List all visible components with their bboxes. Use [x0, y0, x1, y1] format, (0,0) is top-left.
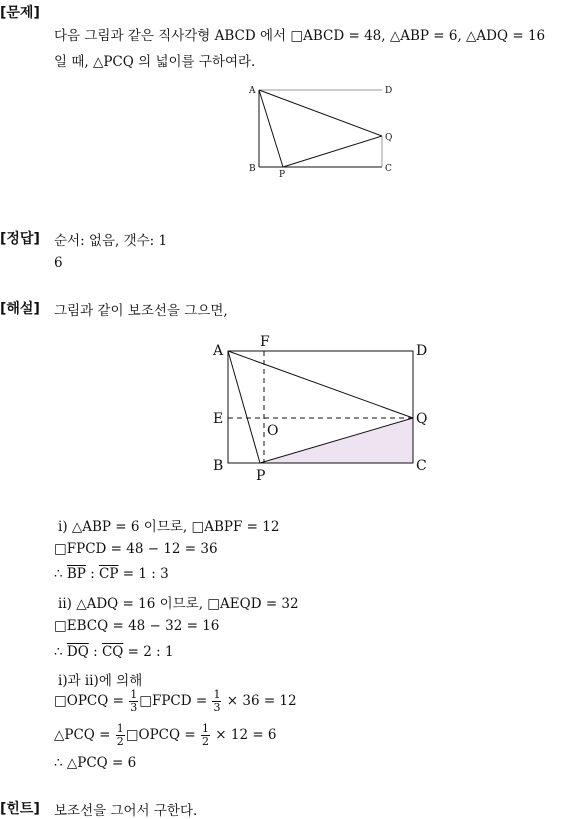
fig2-seg-ap [228, 351, 260, 463]
step-9-rhs: × 12 = 6 [210, 727, 277, 743]
fig2-label-a: A [213, 343, 224, 359]
step-4: ⅱ) △ADQ = 16 이므로, □AEQD = 32 [58, 596, 299, 612]
step-8-mid: □FPCD = [139, 693, 212, 709]
fig1-label-c: C [385, 164, 392, 174]
step-9 [54, 723, 277, 748]
fig1-seg-ap [259, 90, 283, 167]
step-9-fraction-2-den: 2 [201, 735, 209, 748]
fig2-label-c: C [416, 458, 427, 474]
answer-tag: [정답] [0, 231, 40, 247]
step-9-fraction-2-num: 1 [201, 722, 209, 735]
fig2-label-d: D [416, 343, 428, 359]
answer-line-1: 순서: 없음, 갯수: 1 [54, 233, 168, 249]
step-9-fraction-1-num: 1 [116, 722, 124, 735]
step-9-mid: □OPCQ = [125, 727, 200, 743]
step-3-therefore: ∴ [54, 566, 67, 582]
step-1: ⅰ) △ABP = 6 이므로, □ABPF = 12 [58, 519, 280, 535]
step-8-lhs: □OPCQ = [54, 693, 129, 709]
step-3-colon: : [85, 566, 100, 582]
step-3-segment-cp: $\overline{CP}$ [99, 566, 119, 582]
fig1-seg-pq [283, 136, 382, 167]
step-5: □EBCQ = 48 − 32 = 16 [54, 618, 220, 634]
fig2-label-f: F [260, 334, 270, 350]
step-2: □FPCD = 48 − 12 = 36 [54, 541, 218, 557]
step-9-fraction-1 [116, 723, 125, 748]
step-6 [54, 644, 174, 660]
fig2-label-b: B [213, 458, 224, 474]
solution-figure [205, 330, 440, 485]
step-8-fraction-2-num: 1 [213, 688, 221, 701]
step-6-segment-cq: $\overline{CQ}$ [101, 644, 124, 660]
step-8-rhs: × 36 = 12 [222, 693, 297, 709]
hint-text: 보조선을 그어서 구한다. [54, 803, 198, 819]
step-9-fraction-2 [201, 723, 210, 748]
fig2-label-e: E [213, 411, 224, 427]
answer-line-2: 6 [54, 255, 63, 271]
solution-tag: [해설] [0, 301, 40, 317]
problem-line-2: 일 때, △PCQ 의 넓이를 구하여라. [54, 54, 256, 70]
step-8-fraction-2 [212, 689, 221, 714]
step-3-ratio: = 1 : 3 [118, 566, 169, 582]
step-3-segment-bp: $\overline{BP}$ [66, 566, 86, 582]
step-9-fraction-1-den: 2 [116, 735, 124, 748]
step-6-colon: : [88, 644, 102, 660]
step-3 [54, 566, 169, 582]
step-6-segment-dq: $\overline{DQ}$ [66, 644, 89, 660]
fig1-label-q: Q [385, 133, 393, 143]
step-9-lhs: △PCQ = [54, 727, 115, 743]
fig1-seg-aq [259, 90, 382, 136]
step-8-fraction-2-den: 3 [213, 701, 221, 714]
fig2-label-o: O [267, 423, 279, 439]
fig2-label-p: P [256, 468, 266, 484]
step-6-ratio: = 2 : 1 [123, 644, 174, 660]
solution-intro: 그림과 같이 보조선을 그으면, [54, 303, 228, 319]
fig1-label-a: A [249, 86, 256, 96]
step-6-therefore: ∴ [54, 644, 67, 660]
fig1-label-p: P [279, 170, 286, 180]
fig1-label-b: B [249, 164, 256, 174]
fig1-label-d: D [385, 86, 393, 96]
problem-line-1: 다음 그림과 같은 직사각형 ABCD 에서 □ABCD = 48, △ABP = 6, △ADQ = 16 [54, 28, 546, 44]
step-8-fraction-1 [129, 689, 138, 714]
step-8 [54, 689, 297, 714]
hint-tag: [힌트] [0, 801, 40, 817]
step-10: ∴ △PCQ = 6 [54, 755, 137, 771]
step-7: ⅰ)과 ⅱ)에 의해 [58, 673, 143, 689]
fig2-seg-aq [228, 351, 413, 418]
fig2-label-q: Q [416, 411, 428, 427]
step-8-fraction-1-num: 1 [130, 688, 138, 701]
step-8-fraction-1-den: 3 [130, 701, 138, 714]
problem-tag: [문제] [0, 5, 40, 21]
problem-figure [240, 80, 410, 180]
